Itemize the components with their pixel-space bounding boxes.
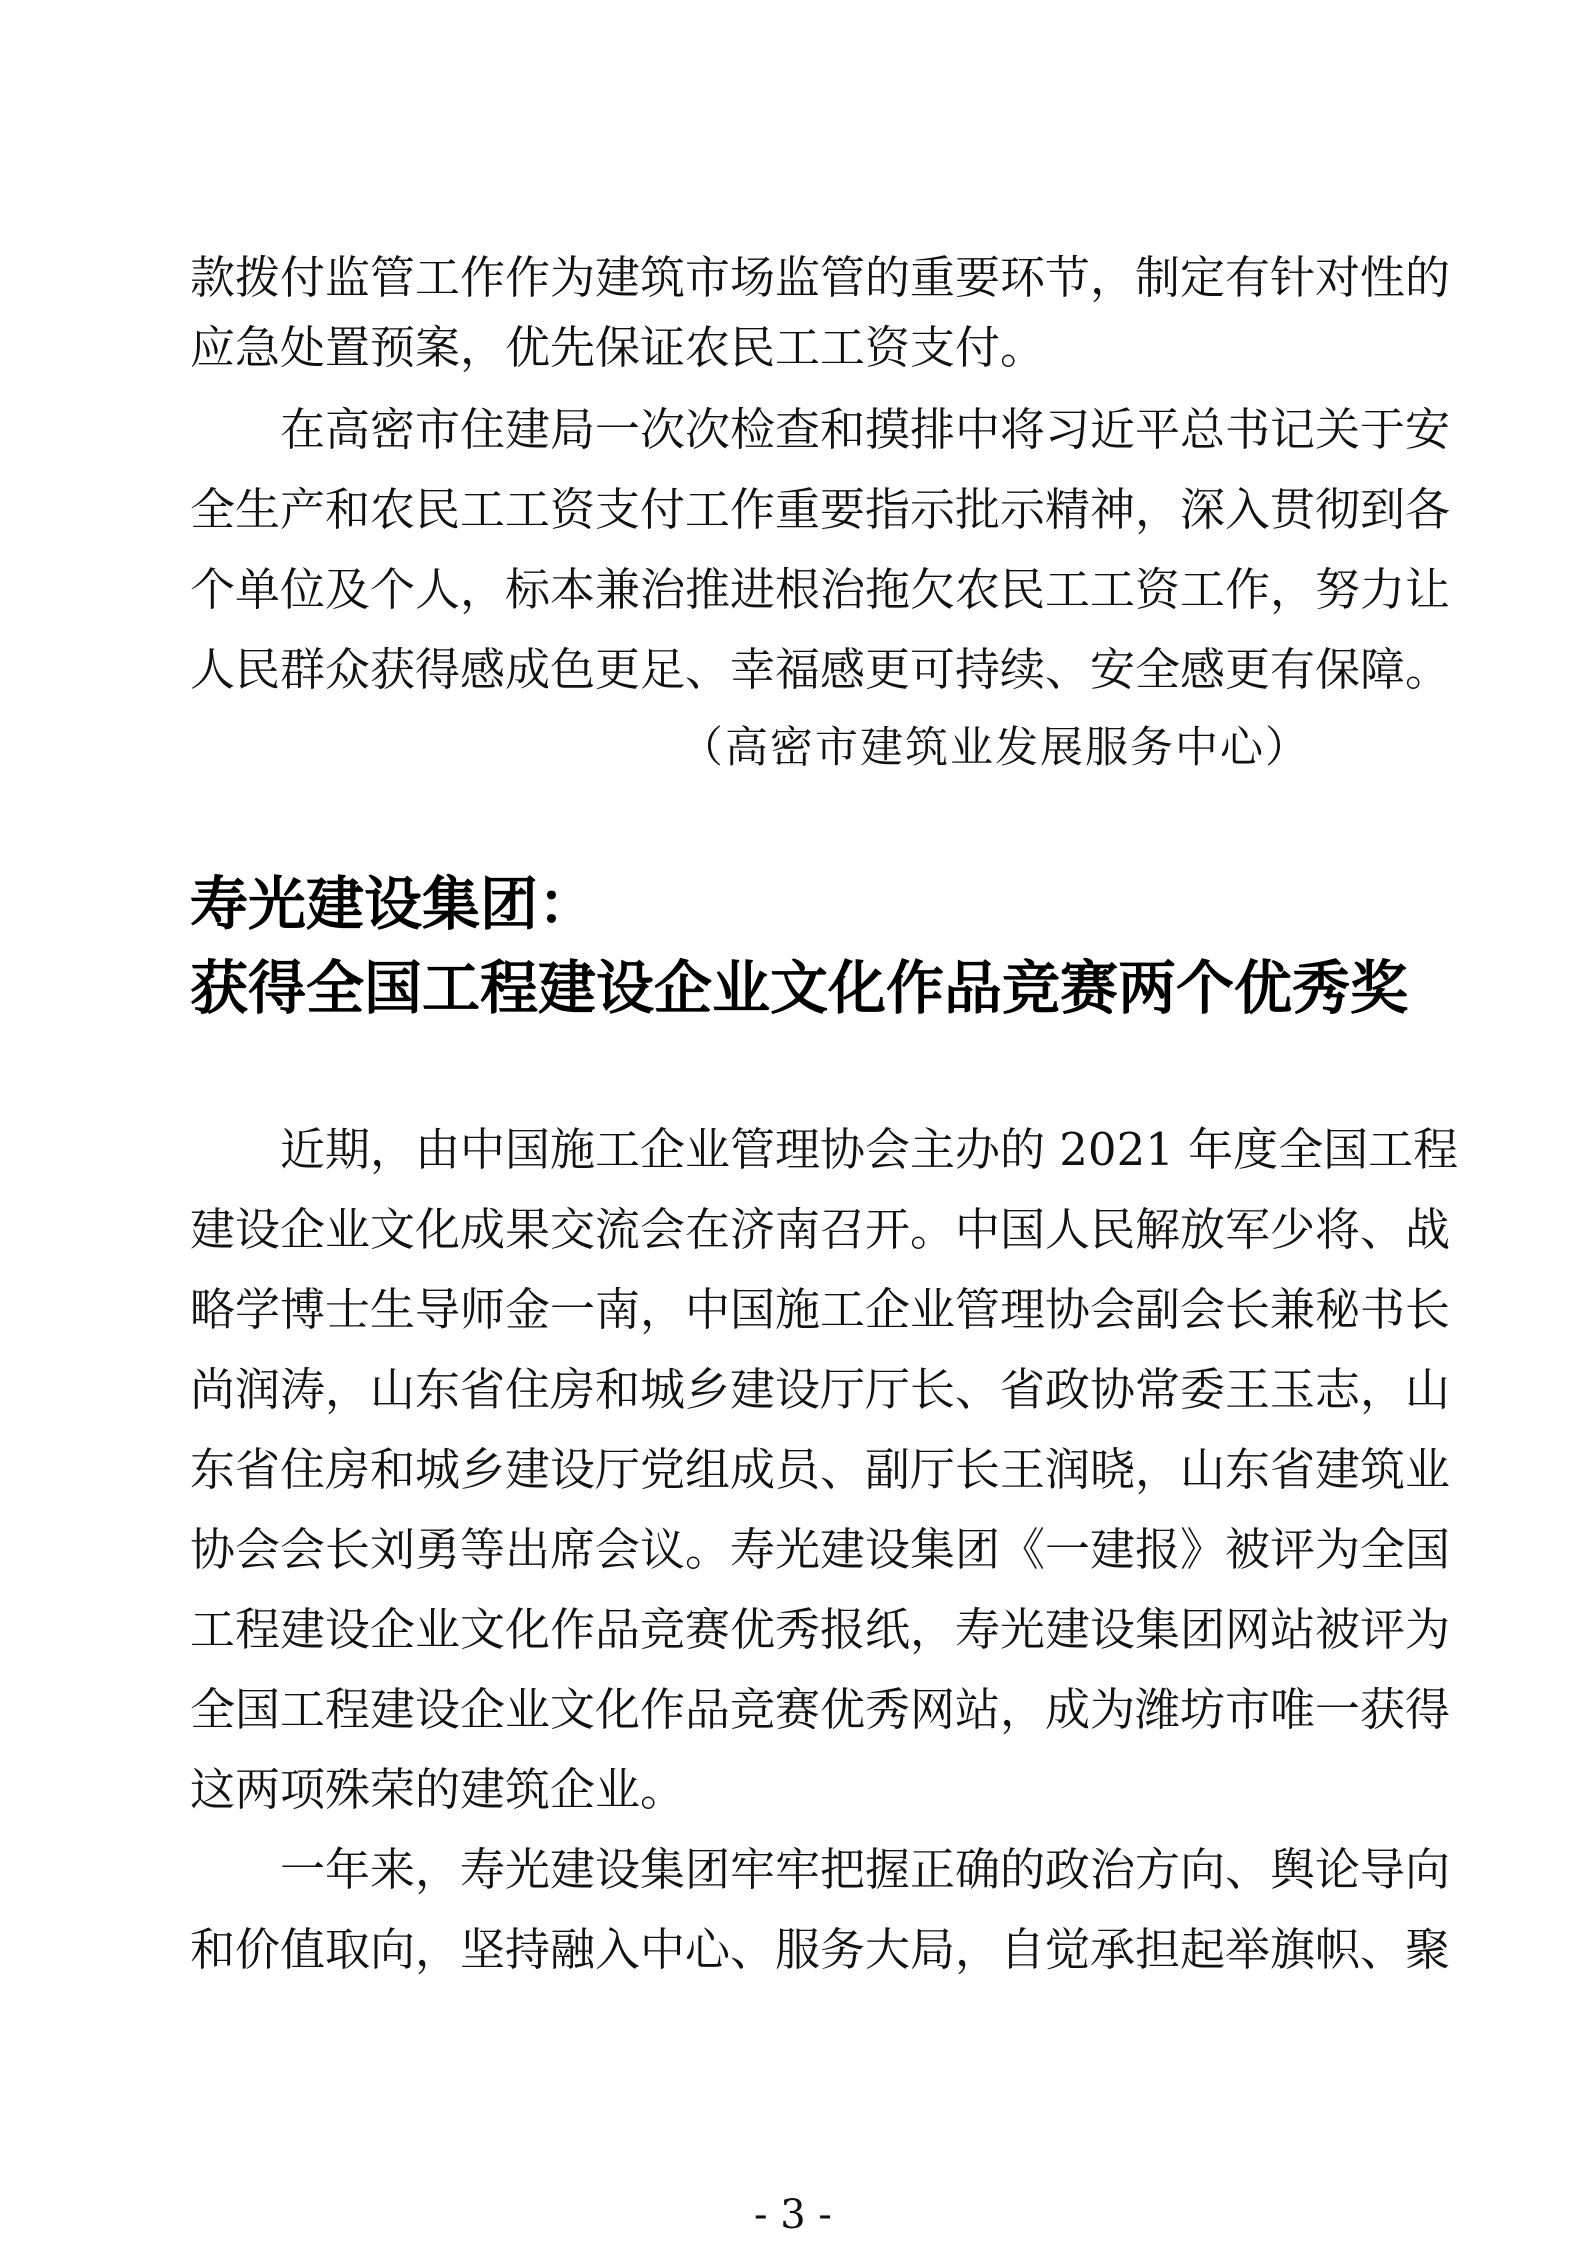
paragraph-line: 在高密市住建局一次次检查和摸排中将习近平总书记关于安 [280, 403, 1451, 456]
paragraph-line: 全生产和农民工工资支付工作重要指示批示精神，深入贯彻到各 [190, 483, 1451, 536]
paragraph-line: 应急处置预案，优先保证农民工工资支付。 [190, 321, 1046, 374]
source-attribution: （高密市建筑业发展服务中心） [680, 723, 1310, 773]
paragraph-line: 款拨付监管工作作为建筑市场监管的重要环节，制定有针对性的 [190, 251, 1451, 304]
article-title-line-1: 寿光建设集团： [190, 870, 597, 938]
paragraph-line: 人民群众获得感成色更足、幸福感更可持续、安全感更有保障。 [190, 643, 1451, 696]
article-title-line-2: 获得全国工程建设企业文化作品竞赛两个优秀奖 [190, 954, 1409, 1022]
paragraph-line: 东省住房和城乡建设厅党组成员、副厅长王润晓，山东省建筑业 [190, 1443, 1451, 1496]
paragraph-line: 这两项殊荣的建筑企业。 [190, 1763, 686, 1816]
page-number: - 3 - [754, 2192, 832, 2238]
paragraph-line: 全国工程建设企业文化作品竞赛优秀网站，成为潍坊市唯一获得 [190, 1683, 1451, 1736]
paragraph-line: 协会会长刘勇等出席会议。寿光建设集团《一建报》被评为全国 [190, 1523, 1451, 1576]
paragraph-line: 尚润涛，山东省住房和城乡建设厅厅长、省政协常委王玉志，山 [190, 1363, 1451, 1416]
paragraph-line: 近期，由中国施工企业管理协会主办的 2021 年度全国工程 [280, 1123, 1459, 1176]
paragraph-line: 略学博士生导师金一南，中国施工企业管理协会副会长兼秘书长 [190, 1283, 1451, 1336]
paragraph-line: 建设企业文化成果交流会在济南召开。中国人民解放军少将、战 [190, 1203, 1451, 1256]
paragraph-line: 一年来，寿光建设集团牢牢把握正确的政治方向、舆论导向 [280, 1843, 1451, 1896]
paragraph-line: 和价值取向，坚持融入中心、服务大局，自觉承担起举旗帜、聚 [190, 1923, 1451, 1976]
paragraph-line: 个单位及个人，标本兼治推进根治拖欠农民工工资工作，努力让 [190, 563, 1451, 616]
paragraph-line: 工程建设企业文化作品竞赛优秀报纸，寿光建设集团网站被评为 [190, 1603, 1451, 1656]
